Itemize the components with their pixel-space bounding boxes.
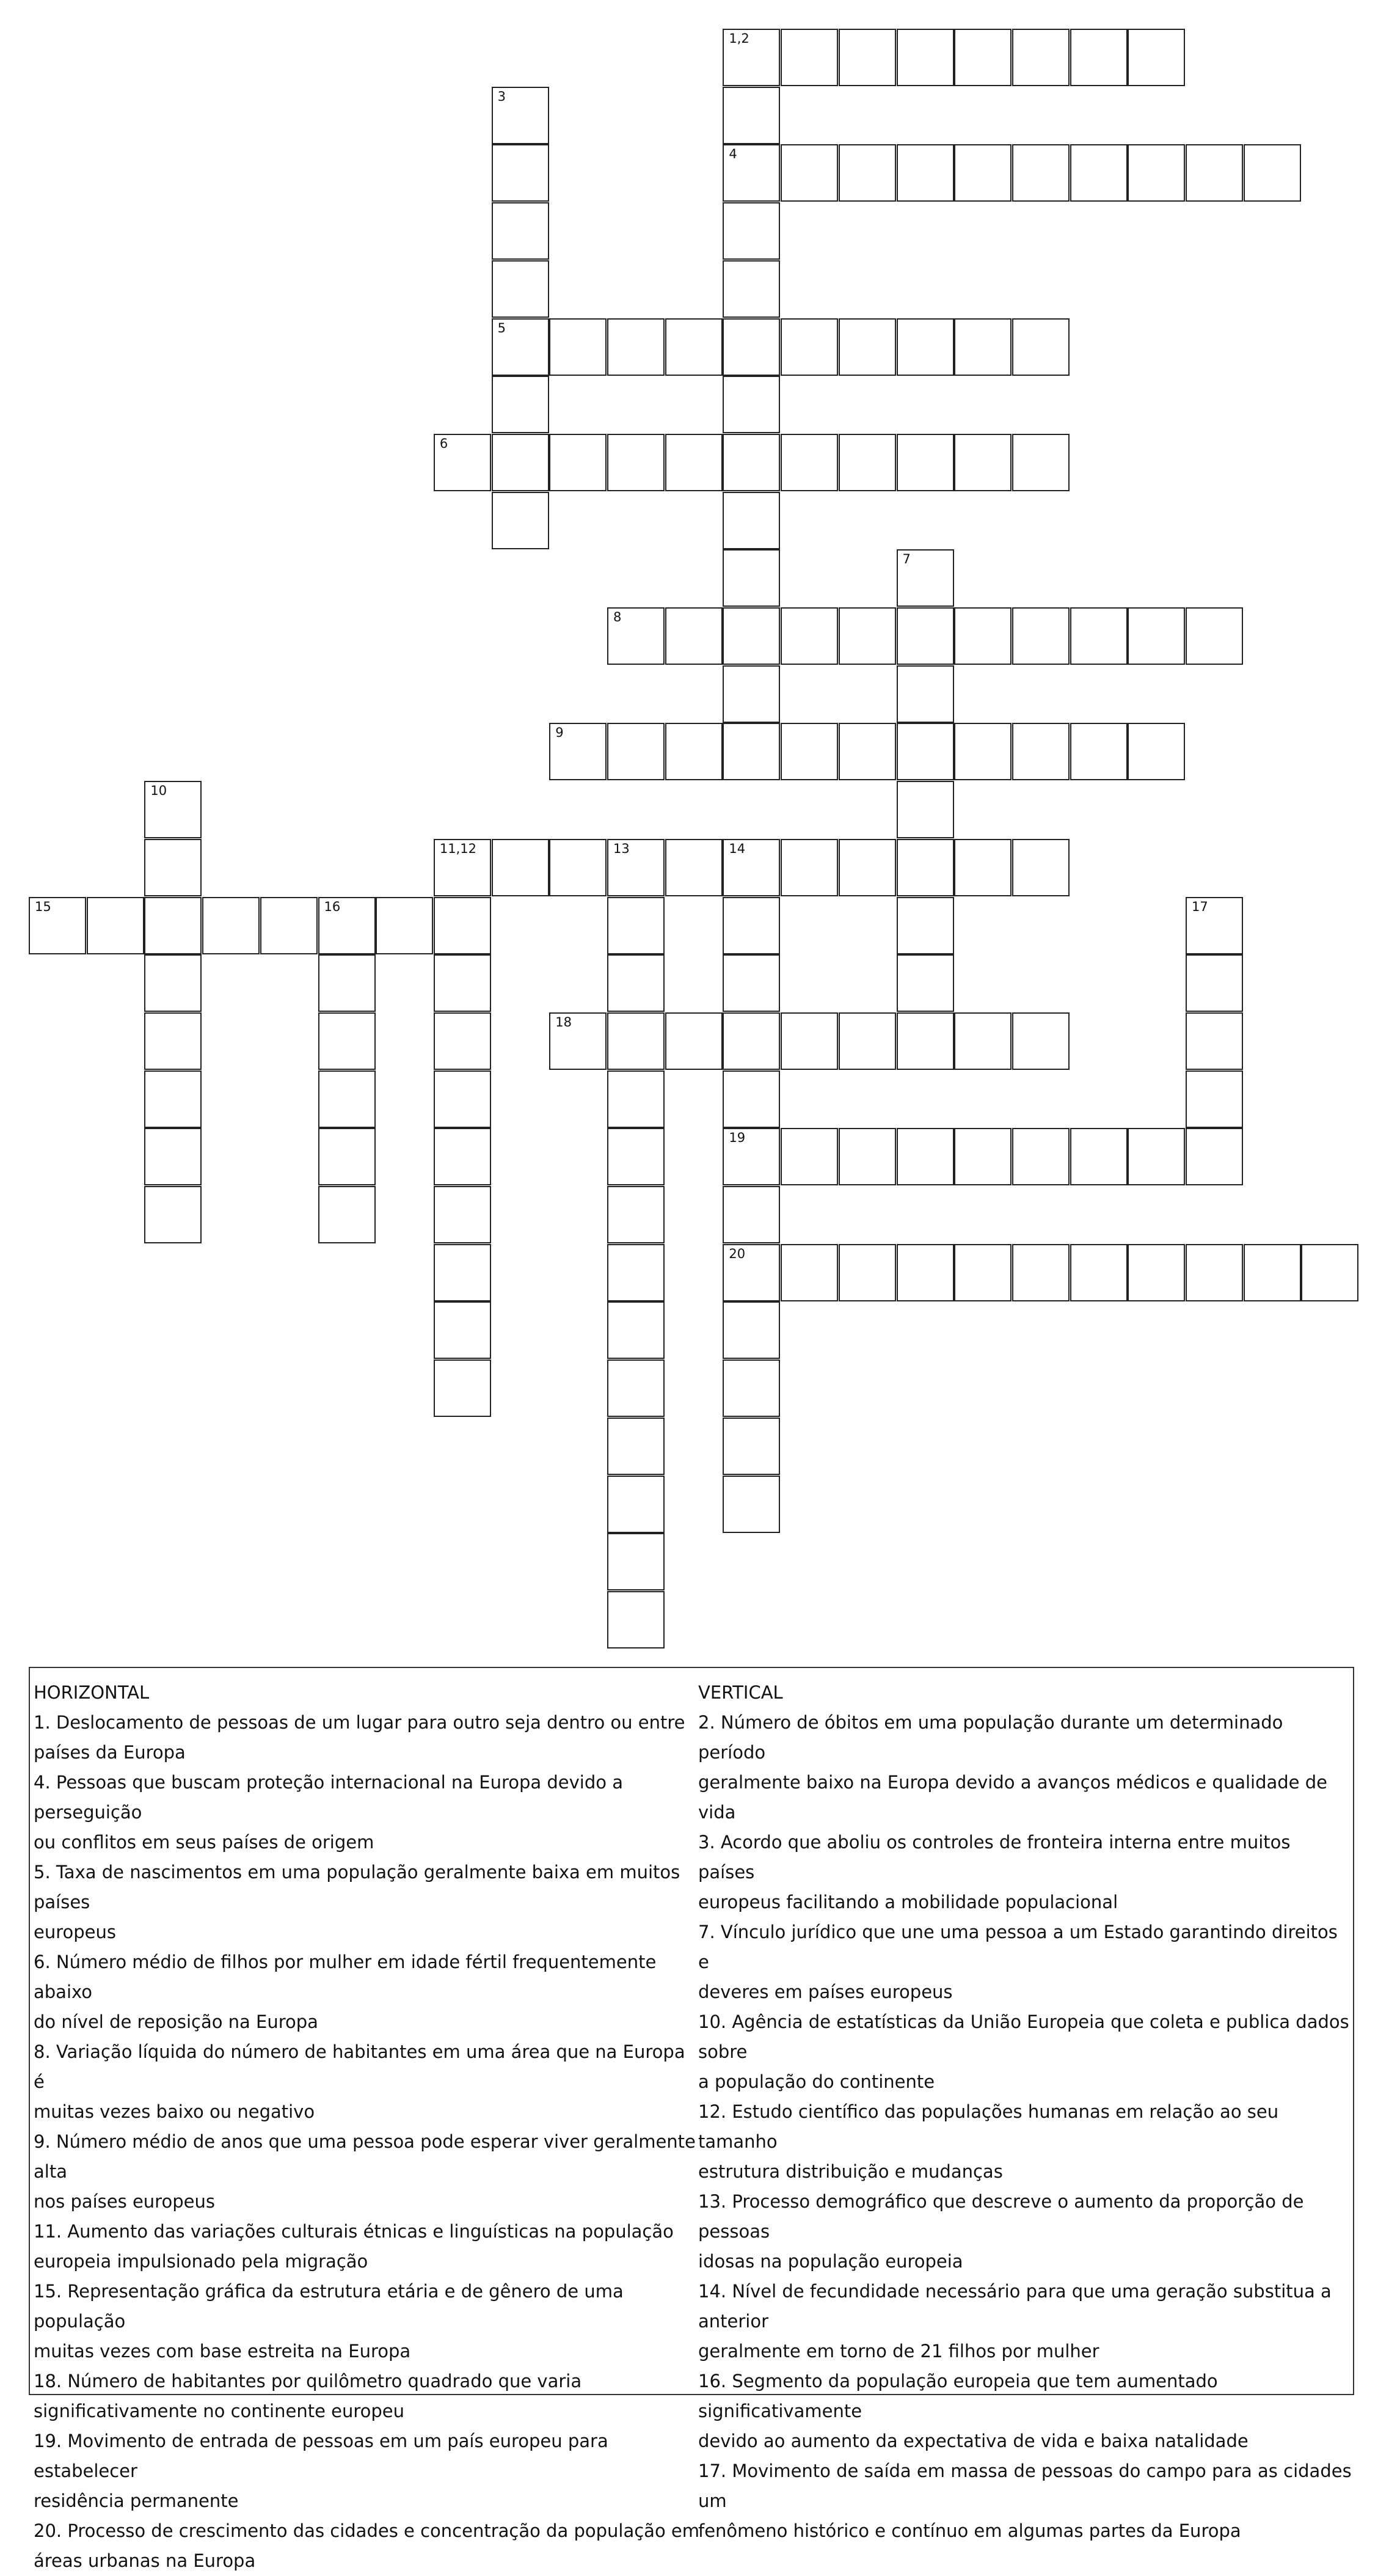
- grid-cell[interactable]: [839, 723, 896, 780]
- clue-number: 16: [324, 899, 341, 914]
- grid-cell[interactable]: [897, 665, 954, 723]
- grid-cell[interactable]: [607, 1418, 665, 1475]
- horizontal-clue-line: 18. Número de habitantes por quilômetro quadrado que varia: [34, 2371, 582, 2391]
- grid-cell[interactable]: [954, 144, 1012, 202]
- grid-cell[interactable]: [665, 723, 723, 780]
- grid-cell[interactable]: [607, 318, 665, 376]
- grid-cell[interactable]: [723, 1244, 780, 1301]
- horizontal-clue-line: muitas vezes com base estreita na Europa: [34, 2341, 411, 2362]
- horizontal-clue-line: 20. Processo de crescimento das cidades e concentração da população em: [34, 2520, 699, 2541]
- vertical-clue-line: 16. Segmento da população europeia que tem aumentado significativamente: [698, 2371, 1218, 2421]
- clue-number: 13: [613, 841, 630, 856]
- grid-cell[interactable]: [549, 1012, 607, 1070]
- grid-cell[interactable]: [954, 29, 1012, 86]
- clue-number: 15: [35, 899, 51, 914]
- grid-cell[interactable]: [492, 87, 549, 144]
- horizontal-clue-line: 6. Número médio de filhos por mulher em idade fértil frequentemente abaixo: [34, 1952, 657, 2002]
- vertical-clue-line: 7. Vínculo jurídico que une uma pessoa a um Estado garantindo direitos e: [698, 1922, 1338, 1972]
- vertical-clue-line: 17. Movimento de saída em massa de pessoas do campo para as cidades um: [698, 2461, 1352, 2511]
- grid-cell[interactable]: [1012, 1128, 1070, 1185]
- grid-cell[interactable]: [723, 1359, 780, 1417]
- grid-cell[interactable]: [1012, 29, 1070, 86]
- grid-cell[interactable]: [897, 954, 954, 1012]
- horizontal-clues: [34, 1678, 699, 2576]
- clues-panel: [29, 1667, 1354, 2571]
- grid-cell[interactable]: [607, 1591, 665, 1648]
- grid-cell[interactable]: [87, 897, 144, 954]
- grid-cell[interactable]: [839, 144, 896, 202]
- vertical-clue-line: deveres em países europeus: [698, 1981, 953, 2002]
- grid-cell[interactable]: [144, 1186, 202, 1243]
- grid-cell[interactable]: [839, 318, 896, 376]
- grid-cell[interactable]: [318, 1070, 376, 1128]
- horizontal-clue-line: 1. Deslocamento de pessoas de um lugar para outro seja dentro ou entre: [34, 1712, 685, 1733]
- grid-cell[interactable]: [1070, 723, 1128, 780]
- grid-cell[interactable]: [723, 29, 780, 86]
- grid-cell[interactable]: [1012, 1012, 1070, 1070]
- clue-number: 4: [729, 147, 737, 162]
- vertical-clue-line: 3. Acordo que aboliu os controles de fronteira interna entre muitos países: [698, 1832, 1291, 1883]
- horizontal-clue-line: significativamente no continente europeu: [34, 2401, 405, 2421]
- horizontal-clue-line: países da Europa: [34, 1742, 186, 1763]
- grid-cell[interactable]: [781, 29, 838, 86]
- grid-cell[interactable]: [954, 318, 1012, 376]
- grid-cell[interactable]: [318, 897, 376, 954]
- clue-number: 6: [439, 436, 448, 451]
- grid-cell[interactable]: [781, 144, 838, 202]
- grid-cell[interactable]: [723, 202, 780, 260]
- grid-cell[interactable]: [318, 1186, 376, 1243]
- grid-cell[interactable]: [723, 87, 780, 144]
- grid-cell[interactable]: [549, 723, 607, 780]
- clue-number: 7: [902, 552, 911, 567]
- grid-cell[interactable]: [434, 1128, 491, 1185]
- grid-cell[interactable]: [434, 434, 491, 491]
- grid-cell[interactable]: [665, 839, 723, 896]
- grid-cell[interactable]: [144, 781, 202, 838]
- grid-cell[interactable]: [1186, 954, 1243, 1012]
- grid-cell[interactable]: [897, 434, 954, 491]
- horizontal-clue-line: residência permanente: [34, 2490, 239, 2511]
- grid-cell[interactable]: [434, 1070, 491, 1128]
- clue-number: 8: [613, 610, 622, 624]
- grid-cell[interactable]: [723, 434, 780, 491]
- grid-cell[interactable]: [897, 549, 954, 607]
- grid-cell[interactable]: [492, 318, 549, 376]
- vertical-clue-list: [698, 1708, 1352, 2546]
- grid-cell[interactable]: [897, 781, 954, 838]
- vertical-clue-line: estrutura distribuição e mudanças: [698, 2161, 1003, 2182]
- grid-cell[interactable]: [954, 434, 1012, 491]
- grid-cell[interactable]: [954, 607, 1012, 665]
- grid-cell[interactable]: [897, 607, 954, 665]
- grid-cell[interactable]: [897, 1244, 954, 1301]
- grid-cell[interactable]: [434, 1244, 491, 1301]
- grid-cell[interactable]: [318, 1012, 376, 1070]
- grid-cell[interactable]: [1012, 1244, 1070, 1301]
- grid-cell[interactable]: [1244, 1244, 1301, 1301]
- grid-cell[interactable]: [1128, 1244, 1185, 1301]
- grid-cell[interactable]: [492, 202, 549, 260]
- horizontal-clue-line: europeia impulsionado pela migração: [34, 2251, 368, 2272]
- grid-cell[interactable]: [839, 29, 896, 86]
- grid-cell[interactable]: [839, 839, 896, 896]
- vertical-clues: [698, 1678, 1352, 2546]
- grid-cell[interactable]: [492, 434, 549, 491]
- horizontal-clue-line: 4. Pessoas que buscam proteção internacional na Europa devido a perseguição: [34, 1772, 623, 1823]
- grid-cell[interactable]: [434, 1301, 491, 1359]
- grid-cell[interactable]: [723, 1070, 780, 1128]
- grid-cell[interactable]: [492, 376, 549, 433]
- grid-cell[interactable]: [665, 1012, 723, 1070]
- grid-cell[interactable]: [839, 1244, 896, 1301]
- grid-cell[interactable]: [1070, 607, 1128, 665]
- grid-cell[interactable]: [492, 492, 549, 549]
- vertical-clue-line: fenômeno histórico e contínuo em algumas partes da Europa: [698, 2520, 1241, 2541]
- grid-cell[interactable]: [954, 839, 1012, 896]
- grid-cell[interactable]: [781, 839, 838, 896]
- grid-cell[interactable]: [144, 1128, 202, 1185]
- grid-cell[interactable]: [607, 1128, 665, 1185]
- grid-cell[interactable]: [954, 1012, 1012, 1070]
- clue-number: 9: [555, 725, 564, 741]
- clue-number: 20: [729, 1246, 746, 1261]
- grid-cell[interactable]: [723, 607, 780, 665]
- grid-cell[interactable]: [897, 723, 954, 780]
- grid-cell[interactable]: [1186, 1070, 1243, 1128]
- grid-cell[interactable]: [1128, 1128, 1185, 1185]
- grid-cell[interactable]: [781, 434, 838, 491]
- grid-cell[interactable]: [607, 1476, 665, 1533]
- grid-cell[interactable]: [897, 897, 954, 954]
- clue-number: 10: [150, 783, 167, 799]
- grid-cell[interactable]: [1128, 723, 1185, 780]
- grid-cell[interactable]: [1128, 29, 1185, 86]
- grid-cell[interactable]: [665, 607, 723, 665]
- grid-cell[interactable]: [723, 318, 780, 376]
- vertical-clue-line: 13. Processo demográfico que descreve o aumento da proporção de pessoas: [698, 2191, 1304, 2242]
- grid-cell[interactable]: [1186, 897, 1243, 954]
- grid-cell[interactable]: [897, 318, 954, 376]
- grid-cell[interactable]: [434, 1359, 491, 1417]
- grid-cell[interactable]: [954, 723, 1012, 780]
- grid-cell[interactable]: [839, 1012, 896, 1070]
- grid-cell[interactable]: [318, 1128, 376, 1185]
- grid-cell[interactable]: [723, 897, 780, 954]
- grid-cell[interactable]: [1012, 723, 1070, 780]
- grid-cell[interactable]: [781, 607, 838, 665]
- grid-cell[interactable]: [607, 954, 665, 1012]
- grid-cell[interactable]: [954, 1128, 1012, 1185]
- grid-cell[interactable]: [1186, 607, 1243, 665]
- grid-cell[interactable]: [781, 723, 838, 780]
- grid-cell[interactable]: [434, 954, 491, 1012]
- grid-cell[interactable]: [723, 1186, 780, 1243]
- grid-cell[interactable]: [723, 1012, 780, 1070]
- grid-cell[interactable]: [1070, 1244, 1128, 1301]
- grid-cell[interactable]: [607, 1533, 665, 1590]
- grid-cell[interactable]: [723, 1128, 780, 1185]
- grid-cell[interactable]: [1012, 144, 1070, 202]
- grid-cell[interactable]: [607, 1186, 665, 1243]
- grid-cell[interactable]: [954, 1244, 1012, 1301]
- grid-cell[interactable]: [607, 723, 665, 780]
- grid-cell[interactable]: [607, 1301, 665, 1359]
- grid-cell[interactable]: [1070, 29, 1128, 86]
- horizontal-clue-line: 11. Aumento das variações culturais étnicas e linguísticas na população: [34, 2221, 674, 2242]
- grid-cell[interactable]: [29, 897, 86, 954]
- grid-cell[interactable]: [260, 897, 318, 954]
- grid-cell[interactable]: [607, 897, 665, 954]
- grid-cell[interactable]: [1012, 434, 1070, 491]
- vertical-clue-line: europeus facilitando a mobilidade populacional: [698, 1892, 1118, 1912]
- grid-cell[interactable]: [839, 434, 896, 491]
- grid-cell[interactable]: [897, 1128, 954, 1185]
- horizontal-clue-line: 19. Movimento de entrada de pessoas em um país europeu para estabelecer: [34, 2431, 608, 2481]
- grid-cell[interactable]: [723, 954, 780, 1012]
- grid-cell[interactable]: [549, 839, 607, 896]
- horizontal-clue-line: muitas vezes baixo ou negativo: [34, 2101, 315, 2122]
- clue-number: 5: [497, 320, 506, 335]
- clue-number: 1,2: [729, 31, 749, 46]
- grid-cell[interactable]: [434, 839, 491, 896]
- grid-cell[interactable]: [897, 839, 954, 896]
- grid-cell[interactable]: [839, 1128, 896, 1185]
- vertical-clue-line: idosas na população europeia: [698, 2251, 963, 2272]
- vertical-clue-line: devido ao aumento da expectativa de vida e baixa natalidade: [698, 2431, 1249, 2451]
- horizontal-clues-title: HORIZONTAL: [34, 1682, 150, 1703]
- grid-cell[interactable]: [1301, 1244, 1358, 1301]
- clue-number: 19: [729, 1130, 746, 1146]
- grid-cell[interactable]: [897, 1012, 954, 1070]
- grid-cell[interactable]: [723, 1476, 780, 1533]
- vertical-clues-title: VERTICAL: [698, 1682, 783, 1703]
- clue-number: 11,12: [439, 841, 477, 856]
- grid-cell[interactable]: [434, 897, 491, 954]
- grid-cell[interactable]: [781, 318, 838, 376]
- grid-cell[interactable]: [607, 1359, 665, 1417]
- grid-cell[interactable]: [376, 897, 433, 954]
- grid-cell[interactable]: [607, 434, 665, 491]
- horizontal-clue-line: 9. Número médio de anos que uma pessoa pode esperar viver geralmente alta: [34, 2131, 696, 2182]
- grid-cell[interactable]: [723, 665, 780, 723]
- horizontal-clue-line: 8. Variação líquida do número de habitantes em uma área que na Europa é: [34, 2041, 685, 2092]
- vertical-clue-line: geralmente baixo na Europa devido a avanços médicos e qualidade de vida: [698, 1772, 1327, 1823]
- grid-cell[interactable]: [607, 839, 665, 896]
- grid-cell[interactable]: [839, 607, 896, 665]
- vertical-clue-line: geralmente em torno de 21 filhos por mulher: [698, 2341, 1099, 2362]
- horizontal-clue-line: nos países europeus: [34, 2191, 215, 2212]
- grid-cell[interactable]: [1128, 144, 1185, 202]
- vertical-clue-line: 10. Agência de estatísticas da União Europeia que coleta e publica dados sobre: [698, 2011, 1349, 2062]
- grid-cell[interactable]: [1128, 607, 1185, 665]
- horizontal-clue-line: 15. Representação gráfica da estrutura etária e de gênero de uma população: [34, 2281, 624, 2332]
- clue-number: 18: [555, 1014, 572, 1030]
- grid-cell[interactable]: [492, 260, 549, 318]
- grid-cell[interactable]: [607, 1244, 665, 1301]
- horizontal-clue-line: áreas urbanas na Europa: [34, 2550, 256, 2571]
- grid-cell[interactable]: [607, 1070, 665, 1128]
- grid-cell[interactable]: [144, 897, 202, 954]
- horizontal-clue-line: europeus: [34, 1922, 116, 1942]
- vertical-clue-line: 14. Nível de fecundidade necessário para que uma geração substitua a anterior: [698, 2281, 1332, 2332]
- grid-cell[interactable]: [1244, 144, 1301, 202]
- clue-number: 17: [1192, 899, 1208, 914]
- clue-number: 3: [497, 89, 506, 104]
- grid-cell[interactable]: [1186, 1012, 1243, 1070]
- horizontal-clue-line: do nível de reposição na Europa: [34, 2011, 318, 2032]
- grid-cell[interactable]: [434, 1012, 491, 1070]
- grid-cell[interactable]: [1012, 318, 1070, 376]
- grid-cell[interactable]: [1186, 144, 1243, 202]
- grid-cell[interactable]: [434, 1186, 491, 1243]
- grid-cell[interactable]: [1070, 144, 1128, 202]
- grid-cell[interactable]: [723, 144, 780, 202]
- grid-cell[interactable]: [1186, 1128, 1243, 1185]
- grid-cell[interactable]: [1070, 1128, 1128, 1185]
- grid-cell[interactable]: [723, 1301, 780, 1359]
- vertical-clue-line: 12. Estudo científico das populações humanas em relação ao seu tamanho: [698, 2101, 1279, 2152]
- grid-cell[interactable]: [607, 607, 665, 665]
- grid-cell[interactable]: [607, 1012, 665, 1070]
- grid-cell[interactable]: [492, 839, 549, 896]
- grid-cell[interactable]: [202, 897, 260, 954]
- grid-cell[interactable]: [665, 434, 723, 491]
- grid-cell[interactable]: [144, 1012, 202, 1070]
- grid-cell[interactable]: [144, 954, 202, 1012]
- grid-cell[interactable]: [781, 1128, 838, 1185]
- grid-cell[interactable]: [723, 839, 780, 896]
- grid-cell[interactable]: [665, 318, 723, 376]
- clue-number: 14: [729, 841, 746, 856]
- grid-cell[interactable]: [1186, 1244, 1243, 1301]
- grid-cell[interactable]: [897, 144, 954, 202]
- grid-cell[interactable]: [781, 1244, 838, 1301]
- horizontal-clue-line: 5. Taxa de nascimentos em uma população geralmente baixa em muitos países: [34, 1862, 680, 1912]
- vertical-clue-line: a população do continente: [698, 2071, 935, 2092]
- grid-cell[interactable]: [781, 1012, 838, 1070]
- grid-cell[interactable]: [549, 434, 607, 491]
- grid-cell[interactable]: [723, 549, 780, 607]
- grid-cell[interactable]: [723, 260, 780, 318]
- vertical-clue-line: 2. Número de óbitos em uma população durante um determinado período: [698, 1712, 1283, 1763]
- grid-cell[interactable]: [1012, 839, 1070, 896]
- grid-cell[interactable]: [897, 29, 954, 86]
- grid-cell[interactable]: [144, 1070, 202, 1128]
- grid-cell[interactable]: [723, 492, 780, 549]
- grid-cell[interactable]: [723, 376, 780, 433]
- grid-cell[interactable]: [723, 1418, 780, 1475]
- grid-cell[interactable]: [1012, 607, 1070, 665]
- grid-cell[interactable]: [318, 954, 376, 1012]
- grid-cell[interactable]: [144, 839, 202, 896]
- grid-cell[interactable]: [549, 318, 607, 376]
- grid-cell[interactable]: [723, 723, 780, 780]
- grid-cell[interactable]: [492, 144, 549, 202]
- horizontal-clue-line: ou conflitos em seus países de origem: [34, 1832, 374, 1853]
- horizontal-clue-list: [34, 1708, 699, 2576]
